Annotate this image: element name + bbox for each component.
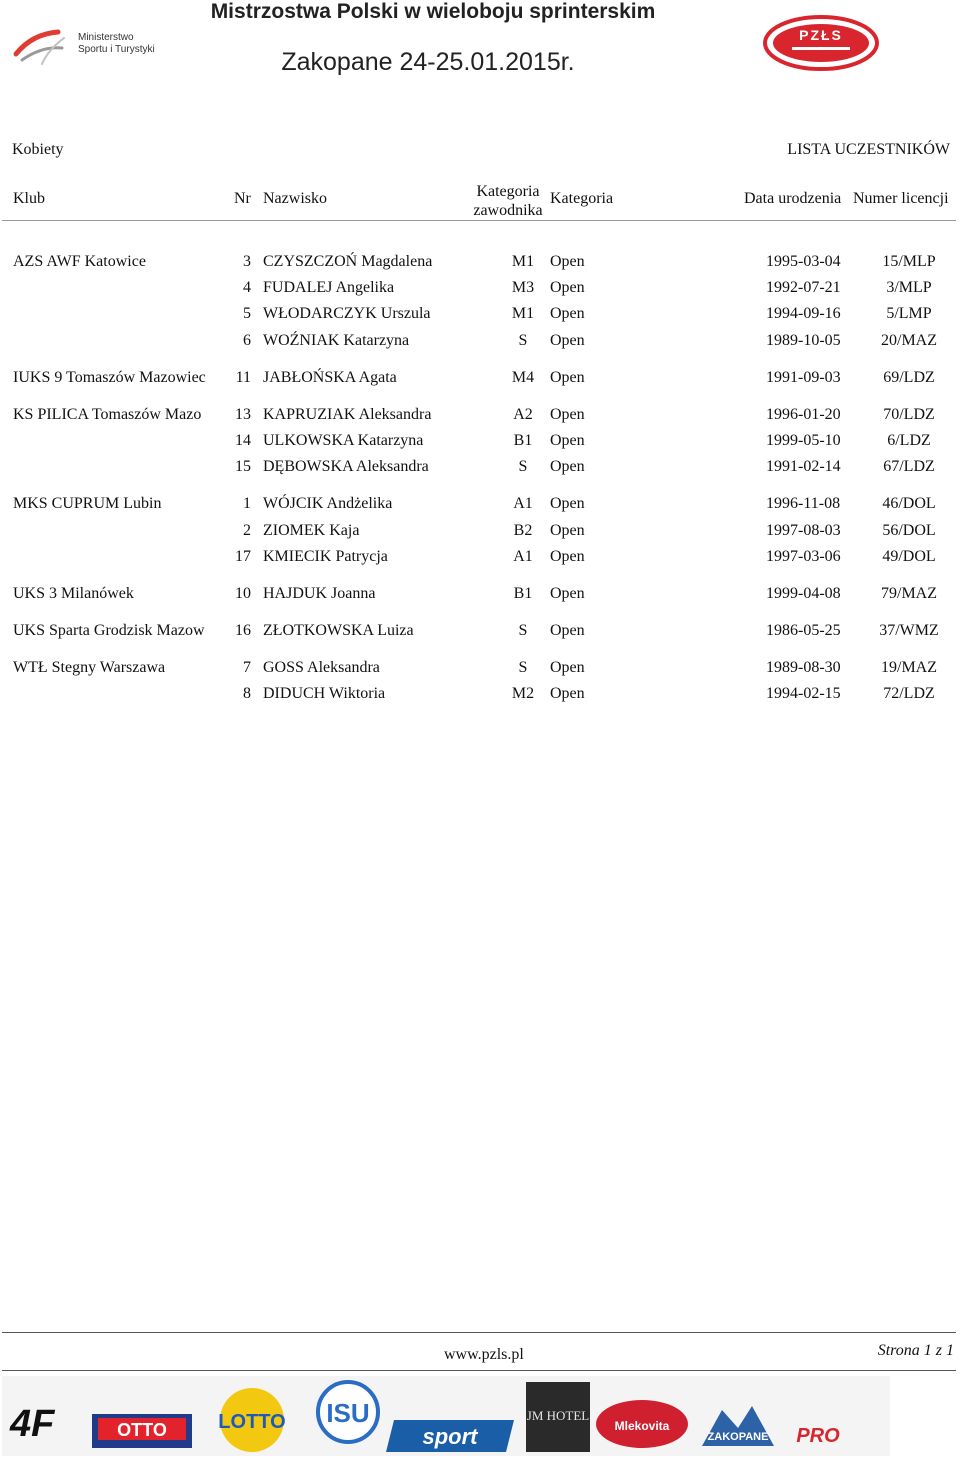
cell-data-urodzenia: 1994-02-15 <box>766 685 841 702</box>
cell-data-urodzenia: 1989-10-05 <box>766 332 841 349</box>
pzls-logo <box>762 14 880 72</box>
cell-data-urodzenia: 1986-05-25 <box>766 622 841 639</box>
ministry-line-2: Sportu i Turystyki <box>78 44 155 55</box>
svg-text:Mlekovita: Mlekovita <box>614 1419 670 1433</box>
sponsor-logos-strip <box>2 1376 890 1456</box>
cell-kategoria-zawodnika: M1 <box>511 253 535 270</box>
cell-klub: MKS CUPRUM Lubin <box>13 495 162 512</box>
table-row <box>0 402 960 428</box>
cell-kategoria: Open <box>550 495 585 512</box>
cell-kategoria: Open <box>550 659 585 676</box>
col-header-numer-licencji: Numer licencji <box>853 190 949 207</box>
cell-numer-licencji: 67/LDZ <box>883 458 935 475</box>
cell-data-urodzenia: 1994-09-16 <box>766 305 841 322</box>
sponsor-4f-logo <box>9 1403 56 1445</box>
cell-numer-licencji: 49/DOL <box>882 548 936 565</box>
cell-nr: 10 <box>235 585 251 602</box>
cell-data-urodzenia: 1997-08-03 <box>766 522 841 539</box>
cell-numer-licencji: 70/LDZ <box>883 406 935 423</box>
cell-kategoria: Open <box>550 622 585 639</box>
sponsor-mlekovita-logo <box>596 1400 688 1448</box>
cell-nazwisko: GOSS Aleksandra <box>263 659 380 676</box>
table-row <box>0 655 960 681</box>
table-row <box>0 491 960 517</box>
cell-kategoria: Open <box>550 432 585 449</box>
table-row <box>0 249 960 275</box>
cell-kategoria-zawodnika: S <box>518 622 528 639</box>
header-rule <box>2 220 956 221</box>
table-row <box>0 681 960 707</box>
cell-data-urodzenia: 1991-02-14 <box>766 458 841 475</box>
cell-klub: KS PILICA Tomaszów Mazo <box>13 406 202 423</box>
cell-numer-licencji: 6/LDZ <box>887 432 931 449</box>
cell-data-urodzenia: 1996-11-08 <box>766 495 841 512</box>
cell-klub: WTŁ Stegny Warszawa <box>13 659 166 676</box>
cell-kategoria-zawodnika: B1 <box>513 432 533 449</box>
sponsor-pro-logo <box>796 1425 840 1447</box>
cell-kategoria-zawodnika: B2 <box>513 522 533 539</box>
cell-nazwisko: CZYSZCZOŃ Magdalena <box>263 253 433 270</box>
ministry-name <box>78 32 155 56</box>
cell-kategoria-zawodnika: M3 <box>511 279 535 296</box>
cell-nazwisko: JABŁOŃSKA Agata <box>263 369 397 386</box>
cell-numer-licencji: 37/WMZ <box>879 622 939 639</box>
cell-kategoria: Open <box>550 585 585 602</box>
cell-nr: 3 <box>243 253 251 270</box>
cell-nazwisko: KAPRUZIAK Aleksandra <box>263 406 432 423</box>
col-header-data-urodzenia: Data urodzenia <box>744 190 842 207</box>
cell-data-urodzenia: 1999-04-08 <box>766 585 841 602</box>
cell-kategoria-zawodnika: M4 <box>511 369 535 386</box>
cell-data-urodzenia: 1995-03-04 <box>766 253 841 270</box>
cell-nazwisko: DĘBOWSKA Aleksandra <box>263 458 429 475</box>
cell-nr: 2 <box>243 522 251 539</box>
sponsor-polsat-sport-logo <box>386 1420 514 1452</box>
table-row <box>0 428 960 454</box>
cell-kategoria: Open <box>550 522 585 539</box>
cell-nr: 1 <box>243 495 251 512</box>
cell-nazwisko: DIDUCH Wiktoria <box>263 685 386 702</box>
svg-text:4F: 4F <box>10 1403 55 1445</box>
footer-rule-bottom <box>2 1370 956 1371</box>
table-row <box>0 518 960 544</box>
cell-klub: IUKS 9 Tomaszów Mazowiec <box>13 369 206 386</box>
table-row <box>0 301 960 327</box>
cell-klub: AZS AWF Katowice <box>13 253 146 270</box>
cell-nazwisko: ULKOWSKA Katarzyna <box>263 432 424 449</box>
cell-numer-licencji: 5/LMP <box>886 305 932 322</box>
cell-kategoria: Open <box>550 253 585 270</box>
cell-kategoria: Open <box>550 406 585 423</box>
sponsor-isu-logo <box>318 1382 378 1442</box>
cell-kategoria: Open <box>550 685 585 702</box>
cell-nr: 6 <box>243 332 251 349</box>
cell-kategoria: Open <box>550 279 585 296</box>
svg-text:PRO: PRO <box>796 1425 840 1447</box>
pzls-logo-text: PZŁS <box>799 27 843 43</box>
cell-kategoria: Open <box>550 305 585 322</box>
svg-text:JM HOTEL: JM HOTEL <box>526 1408 590 1423</box>
col-header-kategoria-zawodnika-line-1: Kategoria <box>476 183 540 200</box>
table-row <box>0 581 960 607</box>
cell-kategoria-zawodnika: S <box>518 458 528 475</box>
cell-numer-licencji: 20/MAZ <box>881 332 937 349</box>
sponsor-otto-logo <box>92 1414 192 1448</box>
page-number: Strona 1 z 1 <box>877 1342 954 1359</box>
category-label: Kobiety <box>12 141 64 158</box>
cell-nr: 11 <box>235 369 251 386</box>
cell-kategoria-zawodnika: B1 <box>513 585 533 602</box>
cell-kategoria: Open <box>550 332 585 349</box>
svg-text:ZAKOPANE: ZAKOPANE <box>707 1431 769 1443</box>
cell-nazwisko: ZIOMEK Kaja <box>263 522 360 539</box>
cell-kategoria: Open <box>550 548 585 565</box>
svg-text:LOTTO: LOTTO <box>218 1411 286 1433</box>
cell-numer-licencji: 3/MLP <box>886 279 932 296</box>
cell-kategoria: Open <box>550 369 585 386</box>
cell-kategoria-zawodnika: A2 <box>513 406 533 423</box>
table-row <box>0 365 960 391</box>
cell-nazwisko: FUDALEJ Angelika <box>263 279 395 296</box>
cell-kategoria-zawodnika: M2 <box>511 685 535 702</box>
cell-data-urodzenia: 1996-01-20 <box>766 406 841 423</box>
cell-nazwisko: WOŹNIAK Katarzyna <box>263 332 410 349</box>
col-header-nr: Nr <box>234 190 251 207</box>
cell-numer-licencji: 19/MAZ <box>881 659 937 676</box>
col-header-klub: Klub <box>13 190 45 207</box>
cell-kategoria-zawodnika: A1 <box>513 548 533 565</box>
cell-kategoria-zawodnika: S <box>518 332 528 349</box>
table-row <box>0 618 960 644</box>
cell-nazwisko: WÓJCIK Andżelika <box>263 495 393 512</box>
cell-nazwisko: HAJDUK Joanna <box>263 585 376 602</box>
table-row <box>0 454 960 480</box>
ministry-line-1: Ministerstwo <box>78 32 134 43</box>
footer-rule-top <box>2 1332 956 1333</box>
footer-url-link[interactable]: www.pzls.pl <box>444 1346 524 1363</box>
cell-nr: 17 <box>235 548 251 565</box>
cell-data-urodzenia: 1997-03-06 <box>766 548 841 565</box>
cell-nr: 7 <box>243 659 251 676</box>
cell-nazwisko: KMIECIK Patrycja <box>263 548 388 565</box>
cell-kategoria: Open <box>550 458 585 475</box>
event-title: Mistrzostwa Polski w wieloboju sprinterskim <box>210 0 656 23</box>
cell-data-urodzenia: 1999-05-10 <box>766 432 841 449</box>
cell-kategoria-zawodnika: S <box>518 659 528 676</box>
table-row <box>0 275 960 301</box>
cell-nr: 16 <box>235 622 251 639</box>
cell-data-urodzenia: 1989-08-30 <box>766 659 841 676</box>
list-title: LISTA UCZESTNIKÓW <box>787 141 950 158</box>
svg-text:sport: sport <box>422 1424 478 1449</box>
svg-text:ISU: ISU <box>326 1398 370 1428</box>
cell-nr: 4 <box>243 279 251 296</box>
svg-text:OTTO: OTTO <box>117 1420 167 1440</box>
cell-nazwisko: WŁODARCZYK Urszula <box>263 305 431 322</box>
cell-klub: UKS 3 Milanówek <box>13 585 134 602</box>
cell-numer-licencji: 46/DOL <box>882 495 936 512</box>
cell-data-urodzenia: 1992-07-21 <box>766 279 841 296</box>
cell-nazwisko: ZŁOTKOWSKA Luiza <box>263 622 414 639</box>
table-row <box>0 544 960 570</box>
cell-numer-licencji: 69/LDZ <box>883 369 935 386</box>
col-header-kategoria-zawodnika <box>470 182 546 220</box>
cell-nr: 13 <box>235 406 251 423</box>
cell-nr: 14 <box>235 432 251 449</box>
event-subtitle: Zakopane 24-25.01.2015r. <box>281 48 575 76</box>
cell-nr: 15 <box>235 458 251 475</box>
cell-nr: 8 <box>243 685 251 702</box>
sponsor-jm-hotel-logo <box>526 1382 590 1452</box>
cell-data-urodzenia: 1991-09-03 <box>766 369 841 386</box>
col-header-kategoria: Kategoria <box>550 190 614 207</box>
cell-nr: 5 <box>243 305 251 322</box>
cell-numer-licencji: 79/MAZ <box>881 585 937 602</box>
col-header-nazwisko: Nazwisko <box>263 190 327 207</box>
cell-kategoria-zawodnika: A1 <box>513 495 533 512</box>
cell-numer-licencji: 56/DOL <box>882 522 936 539</box>
cell-klub: UKS Sparta Grodzisk Mazow <box>13 622 205 639</box>
cell-numer-licencji: 72/LDZ <box>883 685 935 702</box>
table-row <box>0 328 960 354</box>
cell-kategoria-zawodnika: M1 <box>511 305 535 322</box>
cell-numer-licencji: 15/MLP <box>882 253 936 270</box>
col-header-kategoria-zawodnika-line-2: zawodnika <box>473 202 543 219</box>
